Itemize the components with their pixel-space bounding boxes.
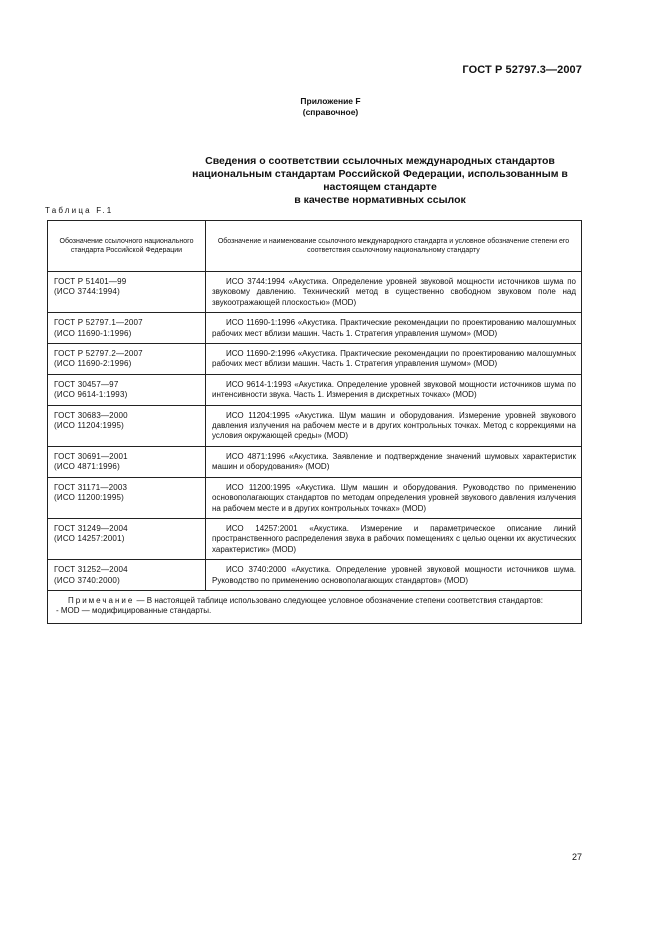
note-text: [54, 596, 575, 606]
table-row: [48, 446, 582, 477]
page-number: 27: [571, 852, 582, 862]
table-row: [48, 313, 582, 344]
table-note: [48, 590, 582, 623]
national-standard-cell: ГОСТ 30457—97 (ИСО 9614-1:1993): [48, 374, 206, 405]
international-standard-cell: ИСО 11690-2:1996 «Акустика. Практические рекомендации по проектированию малошумных рабочих мест вблизи машин. Часть 1. Стратегия управления шумом» (MOD): [206, 344, 582, 375]
section-title: [165, 155, 595, 207]
national-standard-cell: ГОСТ 31252—2004 (ИСО 3740:2000): [48, 560, 206, 591]
section-title-line-3: в качестве нормативных ссылок: [294, 194, 466, 206]
annex-heading: [0, 96, 661, 118]
national-standard-cell: ГОСТ 31249—2004 (ИСО 14257:2001): [48, 518, 206, 559]
document-id: ГОСТ Р 52797.3—2007: [462, 64, 582, 76]
annex-title: Приложение F: [300, 96, 361, 106]
international-standard-cell: ИСО 9614-1:1993 «Акустика. Определение уровней звуковой мощности источников шума по интенсивности звука. Часть 1. Измерения в дискретных точках» (MOD): [206, 374, 582, 405]
column-header-national: Обозначение ссылочного национального стандарта Российской Федерации: [48, 221, 206, 272]
table-note-row: [48, 590, 582, 623]
table-row: [48, 272, 582, 313]
table-label: Таблица F.1: [45, 206, 114, 215]
note-label: Примечание: [68, 595, 135, 605]
national-standard-cell: ГОСТ 31171—2003 (ИСО 11200:1995): [48, 477, 206, 518]
column-header-international: Обозначение и наименование ссылочного международного стандарта и условное обозначение степени его соответствия ссылочному национальному стандарту: [206, 221, 582, 272]
international-standard-cell: ИСО 11204:1995 «Акустика. Шум машин и оборудования. Измерение уровней звукового давления излучения на рабочем месте и в других контрольных точках. Метод с коррекциями на условия окружающей среды» (MOD): [206, 405, 582, 446]
national-standard-cell: ГОСТ Р 52797.1—2007 (ИСО 11690-1:1996): [48, 313, 206, 344]
national-standard-cell: ГОСТ 30683—2000 (ИСО 11204:1995): [48, 405, 206, 446]
section-title-line-2: национальным стандартам Российской Федерации, использованным в настоящем стандарте: [192, 168, 568, 193]
note-item: - MOD — модифицированные стандарты.: [56, 606, 212, 616]
table-row: [48, 518, 582, 559]
national-standard-cell: ГОСТ Р 51401—99 (ИСО 3744:1994): [48, 272, 206, 313]
national-standard-cell: ГОСТ Р 52797.2—2007 (ИСО 11690-2:1996): [48, 344, 206, 375]
table-row: [48, 560, 582, 591]
table-row: [48, 344, 582, 375]
section-title-line-1: Сведения о соответствии ссылочных международных стандартов: [205, 155, 555, 167]
table-row: [48, 477, 582, 518]
table-row: [48, 374, 582, 405]
standards-table: [47, 220, 582, 624]
international-standard-cell: ИСО 14257:2001 «Акустика. Измерение и параметрическое описание линий пространственного распределения звука в рабочих помещениях с целью оценки их акустических характеристик» (MOD): [206, 518, 582, 559]
national-standard-cell: ГОСТ 30691—2001 (ИСО 4871:1996): [48, 446, 206, 477]
international-standard-cell: ИСО 3740:2000 «Акустика. Определение уровней звуковой мощности источников шума. Руководство по применению основополагающих стандартов» (MOD): [206, 560, 582, 591]
annex-type: (справочное): [302, 107, 359, 117]
international-standard-cell: ИСО 3744:1994 «Акустика. Определение уровней звуковой мощности источников шума по звуковому давлению. Технический метод в существенно свободном звуковом поле над звукоотражающей плоскостью» (MOD): [206, 272, 582, 313]
international-standard-cell: ИСО 4871:1996 «Акустика. Заявление и подтверждение значений шумовых характеристик машин и оборудования» (MOD): [206, 446, 582, 477]
table-row: [48, 405, 582, 446]
international-standard-cell: ИСО 11200:1995 «Акустика. Шум машин и оборудования. Руководство по применению основополагающих стандартов по методам определения уровней звукового давления излучения на рабочем месте и в других контрольных точках» (MOD): [206, 477, 582, 518]
table-header-row: [48, 221, 582, 272]
note-body: — В настоящей таблице использовано следующее условное обозначение степени соответствия стандартов:: [134, 595, 543, 605]
international-standard-cell: ИСО 11690-1:1996 «Акустика. Практические рекомендации по проектированию малошумных рабочих мест вблизи машин. Часть 1. Стратегия управления шумом» (MOD): [206, 313, 582, 344]
